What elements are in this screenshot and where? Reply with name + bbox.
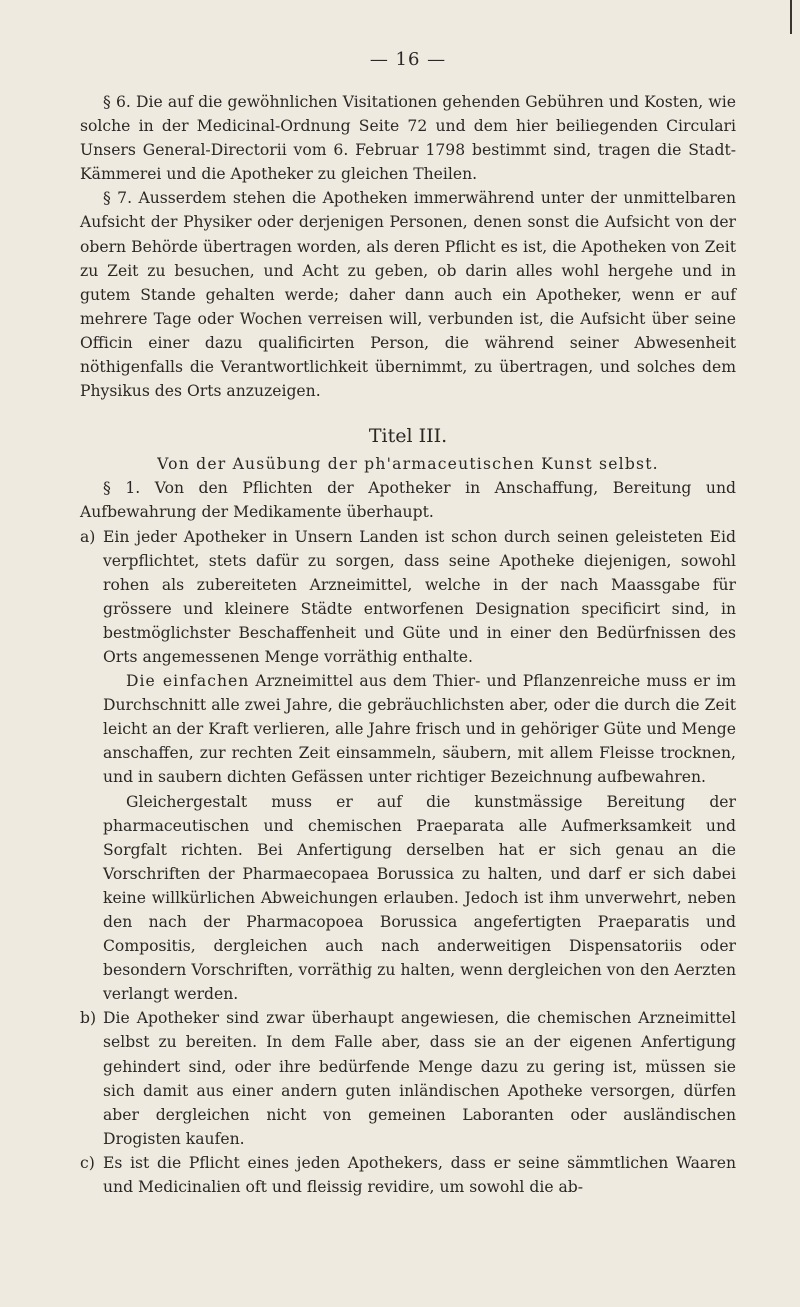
list-marker-c: c) xyxy=(80,1153,95,1172)
list-text-c: Es ist die Pflicht eines jeden Apothekers, dass er seine sämmtlichen Waaren und Medicinalien oft und fleissig revidire, um sowohl die ab- xyxy=(103,1153,736,1197)
list-text-a: Ein jeder Apotheker in Unsern Landen ist schon durch seinen geleisteten Eid verpflichtet, stets dafür zu sorgen, dass seine Apotheke diejenigen, sowohl rohen als zubereiteten Arzneimittel, welche in der nach Maassgabe für grössere und kleinere Städte entworfenen Designation specificirt sind, in bestmöglichster Beschaffenheit und Güte und in einer den Bedürfnissen des Orts angemessenen Menge vorräthig enthalte. xyxy=(103,527,736,666)
scan-edge-mark xyxy=(790,0,792,34)
chapter-title: Titel III. xyxy=(368,425,448,448)
page-number: — 16 — xyxy=(369,49,447,70)
paragraph-section-1: § 1. Von den Pflichten der Apotheker in Anschaffung, Bereitung und Aufbewahrung der Medikamente überhaupt. xyxy=(80,479,736,522)
list-item-c xyxy=(80,1151,736,1199)
list-item-b xyxy=(80,1006,736,1151)
paragraph-section-6: § 6. Die auf die gewöhnlichen Visitationen gehenden Gebühren und Kosten, wie solche in der Medicinal-Ordnung Seite 72 und dem hier beiliegenden Circulari Unsers General-Directorii vom 6. Februar 1798 bestimmt sind, tragen die Stadt-Kämmerei und die Apotheker zu gleichen Theilen. xyxy=(80,93,736,184)
list-item-a xyxy=(80,525,736,670)
sub-paragraph-a1-rest: Arzneimittel aus dem Thier- und Pflanzenreiche muss er im Durchschnitt alle zwei Jahre, die gebräuchlichsten aber, oder die durch die Zeit leicht an der Kraft verlieren, alle Jahre frisch und in gehöriger Güte und Menge anschaffen, zur rechten Zeit einsammeln, säubern, mit allem Fleisse trocknen, und in saubern dichten Gefässen unter richtiger Bezeichnung aufbewahren. xyxy=(103,672,736,787)
list-marker-b: b) xyxy=(80,1009,97,1028)
sub-paragraph-a1 xyxy=(103,669,736,789)
sub-paragraph-a2: Gleichergestalt muss er auf die kunstmässige Bereitung der pharmaceutischen und chemischen Praeparata alle Aufmerksamkeit und Sorgfalt richten. Bei Anfertigung derselben hat er sich genau an die Vorschriften der Pharmaecopaea Borussica zu halten, und darf er sich dabei keine willkürlichen Abweichungen erlauben. Jedoch ist ihm unverwehrt, neben den nach der Pharmacopoea Borussica angefertigten Praeparatis und Compositis, dergleichen auch nach anderweitigen Dispensatoriis oder besondern Vorschriften, vorräthig zu halten, wenn dergleichen von den Aerzten verlangt werden. xyxy=(103,792,736,1004)
document-body xyxy=(80,90,736,1199)
chapter-subtitle: Von der Ausübung der ph'armaceutischen Kunst selbst. xyxy=(157,455,659,474)
sub-paragraph-a1-lead: Die einfachen xyxy=(126,672,250,691)
sub-paragraphs-a xyxy=(80,669,736,1006)
list-marker-a: a) xyxy=(80,527,96,546)
paragraph-section-7: § 7. Ausserdem stehen die Apotheken immerwährend unter der unmittelbaren Aufsicht der Physiker oder derjenigen Personen, denen sonst die Aufsicht von der obern Behörde übertragen worden, als deren Pflicht es ist, die Apotheken von Zeit zu Zeit zu besuchen, und Acht zu geben, ob darin alles wohl hergehe und in gutem Stande gehalten werde; daher dann auch ein Apotheker, wenn er auf mehrere Tage oder Wochen verreisen will, verbunden ist, die Aufsicht über seine Officin einer dazu qualificirten Person, die während seiner Abwesenheit nöthigenfalls die Verantwortlichkeit übernimmt, zu übertragen, und solches dem Physikus des Orts anzuzeigen. xyxy=(80,189,736,401)
list-text-b: Die Apotheker sind zwar überhaupt angewiesen, die chemischen Arzneimittel selbst zu bereiten. In dem Falle aber, dass sie an der eigenen Anfertigung gehindert sind, oder ihre bedürfende Menge dazu zu gering ist, müssen sie sich damit aus einer andern guten inländischen Apotheke versorgen, dürfen aber dergleichen nicht von gemeinen Laboranten oder ausländischen Drogisten kaufen. xyxy=(103,1009,736,1148)
